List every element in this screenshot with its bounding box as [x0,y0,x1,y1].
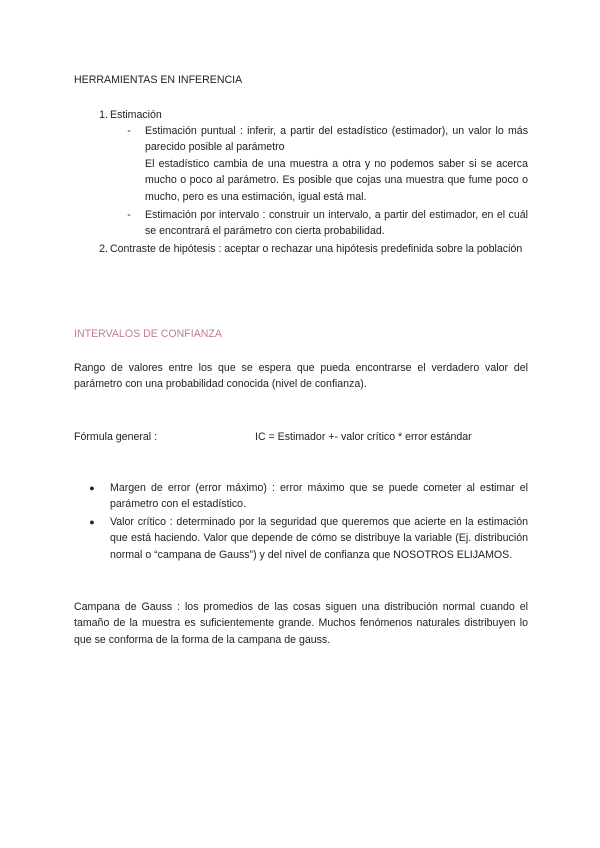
estimacion-puntual-text: Estimación puntual : inferir, a partir del estadístico (estimador), un valor lo más parecido posible al parámetro [145,125,528,154]
gauss-paragraph: Campana de Gauss : los promedios de las cosas siguen una distribución normal cuando el tamaño de la muestra es suficientemente grande. Muchos fenómenos naturales distribuyen lo que se conforma de la forma de la campana de gauss. [74,601,528,646]
list-item-estimacion: Estimación [110,109,162,121]
estimacion-puntual-explanation: El estadístico cambia de una muestra a otra y no podemos saber si se acerca mucho o poco al parámetro. Es posible que cojas una muestra que fume poco o mucho, pero es una estimación, igual está mal. [145,158,528,203]
bullet-marker: ● [89,483,95,493]
estimacion-intervalo-text: Estimación por intervalo : construir un intervalo, a partir del estimador, en el cuál se encontrará el parámetro con cierta probabilidad. [145,209,528,238]
intro-paragraph: Rango de valores entre los que se espera que pueda encontrarse el verdadero valor del parámetro con una probabilidad conocida (nivel de confianza). [74,362,528,391]
bullet-margen-error: Margen de error (error máximo) : error máximo que se puede cometer al estimar el parámetro con el estadístico. [110,482,528,511]
list-number-1: 1. [99,109,108,121]
dash-marker: - [127,209,131,221]
dash-marker: - [127,125,131,137]
formula-label: Fórmula general : [74,431,158,443]
list-item-contraste: Contraste de hipótesis : aceptar o rechazar una hipótesis predefinida sobre la población [110,243,523,255]
heading-inference: HERRAMIENTAS EN INFERENCIA [74,74,243,86]
list-number-2: 2. [99,243,108,255]
bullet-marker: ● [89,517,95,527]
heading-intervals: INTERVALOS DE CONFIANZA [74,328,222,340]
bullet-valor-critico: Valor crítico : determinado por la seguridad que queremos que acierte en la estimación que está haciendo. Valor que depende de cómo se distribuye la variable (Ej. distribución normal o “campana de Gauss”) y del nivel de confianza que NOSOTROS ELIJAMOS. [110,516,528,561]
formula-expression: IC = Estimador +- valor crítico * error estándar [255,431,472,443]
